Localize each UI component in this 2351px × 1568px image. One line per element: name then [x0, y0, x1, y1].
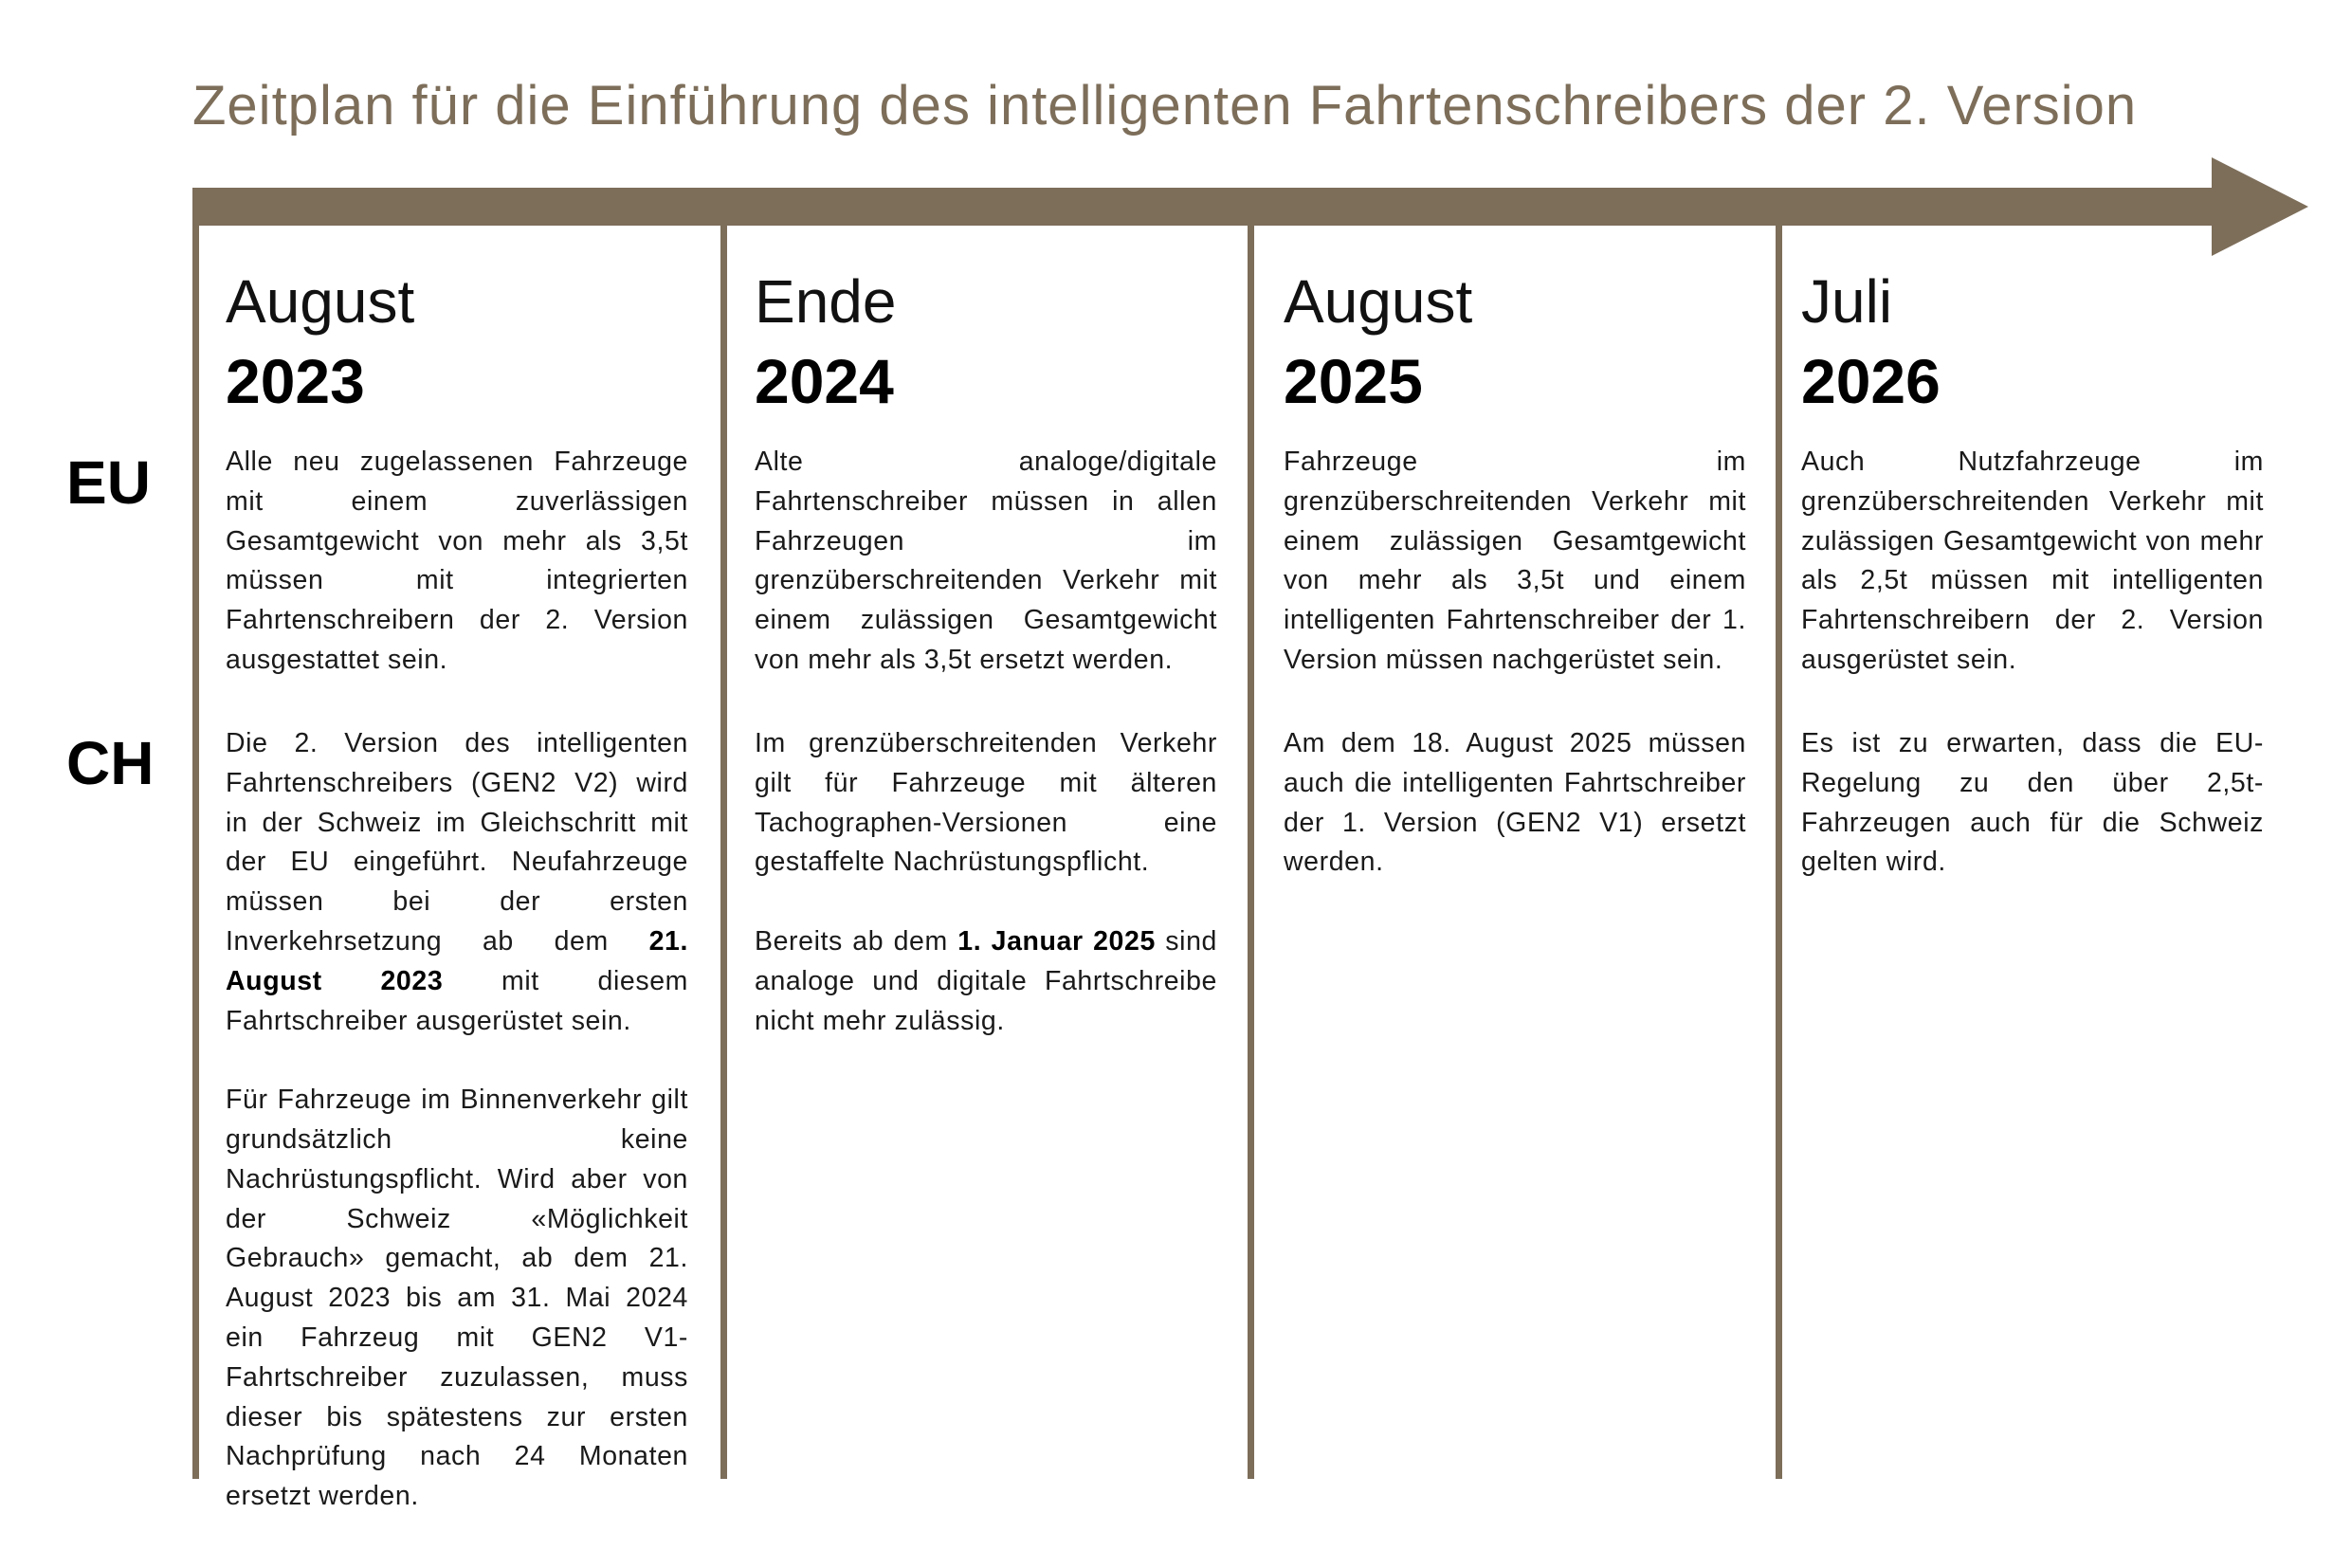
eu-text: [1801, 443, 2264, 720]
eu-text: [755, 443, 1217, 720]
divider-line: [720, 226, 727, 1479]
divider-line: [1776, 226, 1782, 1479]
ch-text-part: sind analoge und digitale Fahrtschreibe nicht mehr zulässig.: [755, 925, 1217, 1036]
eu-text: [226, 443, 688, 720]
column-month: Juli: [1801, 267, 1893, 336]
divider-line: [192, 226, 199, 1479]
eu-paragraph: Fahrzeuge im grenzüberschreitenden Verkehr mit einem zulässigen Gesamtgewicht von mehr als 3,5t und einem intelligenten Fahrtenschreiber der 1. Version müssen nachgerüstet sein.: [1284, 447, 1746, 675]
ch-paragraph: Am dem 18. August 2025 müssen auch die intelligenten Fahrtschreiber der 1. Version (GEN2 V1) ersetzt werden.: [1284, 728, 1746, 878]
eu-text: [1284, 443, 1746, 720]
ch-text-part: Bereits ab dem: [755, 925, 958, 957]
ch-paragraph: [755, 922, 1217, 1041]
column-year: 2024: [755, 346, 894, 416]
ch-text: [226, 724, 688, 1557]
row-label-eu: EU: [66, 448, 151, 517]
ch-text: [1284, 724, 1746, 922]
ch-text-part: mit diesem Fahrtschreiber ausgerüstet sein.: [226, 965, 688, 1036]
ch-paragraph: Es ist zu erwarten, dass die EU-Regelung zu den über 2,5t-Fahrzeugen auch für die Schweiz gelten wird.: [1801, 728, 2264, 878]
timeline-arrow: [192, 157, 2316, 256]
ch-text: [755, 724, 1217, 1081]
column-year: 2026: [1801, 346, 1941, 416]
column-year: 2023: [226, 346, 365, 416]
eu-paragraph: Alte analoge/digitale Fahrtenschreiber müssen in allen Fahrzeugen im grenzüberschreitenden Verkehr mit einem zulässigen Gesamtgewicht von mehr als 3,5t ersetzt werden.: [755, 447, 1217, 675]
ch-date-bold: 21. August 2023: [226, 925, 688, 996]
column-year: 2025: [1284, 346, 1423, 416]
column-month: Ende: [755, 267, 897, 336]
page-title: Zeitplan für die Einführung des intelligenten Fahrtenschreibers der 2. Version: [192, 75, 2138, 137]
ch-paragraph: [226, 724, 688, 1041]
eu-paragraph: Alle neu zugelassenen Fahrzeuge mit einem zuverlässigen Gesamtgewicht von mehr als 3,5t müssen mit integrierten Fahrtenschreibern der 2. Version ausgestattet sein.: [226, 447, 688, 675]
ch-date-bold: 1. Januar 2025: [957, 925, 1156, 957]
divider-line: [1248, 226, 1254, 1479]
eu-paragraph: Auch Nutzfahrzeuge im grenzüberschreitenden Verkehr mit zulässigen Gesamtgewicht von mehr als 2,5t müssen mit intelligenten Fahrtenschreibern der 2. Version ausgerüstet sein.: [1801, 447, 2264, 675]
row-label-ch: CH: [66, 729, 155, 797]
column-month: August: [1284, 267, 1473, 336]
ch-paragraph: Für Fahrzeuge im Binnenverkehr gilt grundsätzlich keine Nachrüstungspflicht. Wird aber von der Schweiz «Möglichkeit Gebrauch» gemacht, ab dem 21. August 2023 bis am 31. Mai 2024 ein Fahrzeug mit GEN2 V1-Fahrtschreiber zuzulassen, muss dieser bis spätestens zur ersten Nachprüfung nach 24 Monaten ersetzt werden.: [226, 1085, 688, 1512]
ch-paragraph: Im grenzüberschreitenden Verkehr gilt für Fahrzeuge mit älteren Tachographen-Versionen eine gestaffelte Nachrüstungspflicht.: [755, 728, 1217, 878]
column-month: August: [226, 267, 415, 336]
ch-text: [1801, 724, 2264, 922]
ch-text-part: Die 2. Version des intelligenten Fahrtenschreibers (GEN2 V2) wird in der Schweiz im Gleichschritt mit der EU eingeführt. Neufahrzeuge müssen bei der ersten Inverkehrsetzung ab dem: [226, 728, 688, 957]
